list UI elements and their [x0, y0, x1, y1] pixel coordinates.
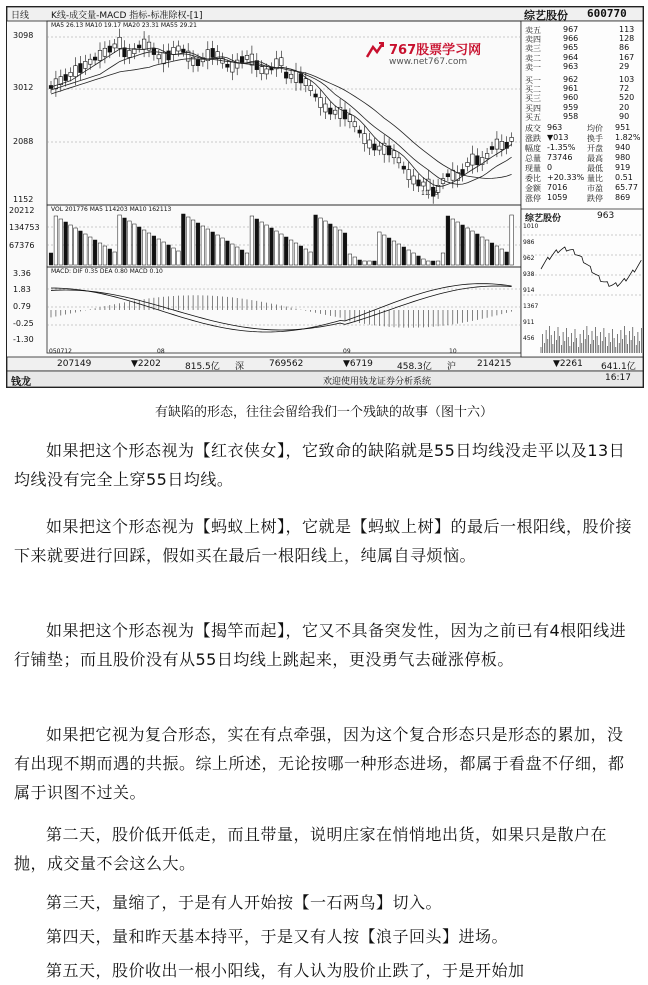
date-tick: 08 — [157, 348, 165, 355]
quote-stat-cell: -1.35% — [547, 143, 576, 152]
candle-body — [422, 182, 426, 186]
volume-bar — [177, 251, 181, 265]
volume-bar — [466, 228, 470, 265]
summary-value: 458.3亿 — [397, 362, 432, 372]
order-book-cell: 962 — [563, 75, 579, 84]
candle-body — [402, 166, 406, 169]
quote-stat-cell: +20.33% — [547, 173, 585, 182]
quote-stat-cell: 最高 — [587, 154, 603, 163]
volume-bar — [304, 249, 308, 265]
order-book-cell: 买一 — [525, 76, 541, 85]
quote-stat-cell: 980 — [615, 153, 631, 162]
order-book-cell: 20 — [619, 102, 630, 112]
candle-body — [177, 46, 181, 51]
summary-value: 815.5亿 — [185, 362, 220, 372]
candle-body — [373, 144, 377, 150]
volume-bar — [186, 217, 190, 265]
candle-body — [500, 141, 504, 149]
candle-body — [304, 79, 308, 86]
intraday-tick: 1010 — [523, 223, 539, 230]
volume-bar — [98, 243, 102, 265]
volume-bar — [84, 234, 88, 265]
candle-body — [476, 156, 480, 165]
paragraph: 如果把这个形态视为【揭竿而起】，它又不具备突发性，因为之前已有4根阳线进行铺垫；而且股价没有从55日均线上跳起来，更没勇气去碰涨停板。 — [14, 621, 627, 669]
order-book-cell: 卖一 — [525, 62, 541, 72]
volume-bar — [441, 253, 445, 265]
summary-value: 214215 — [477, 359, 512, 369]
candle-body — [118, 37, 122, 48]
volume-bar — [69, 225, 73, 265]
volume-bar — [260, 222, 264, 265]
quote-stat-cell: 1059 — [547, 193, 568, 202]
quote-stat-cell: 7016 — [547, 183, 568, 192]
volume-bar — [206, 229, 210, 265]
candle-body — [123, 48, 127, 57]
candle-body — [284, 72, 288, 78]
volume-bar — [378, 232, 382, 265]
volume-bar — [255, 219, 259, 265]
welcome-text: 欢迎使用钱龙证券分析系统 — [323, 377, 432, 387]
candle-body — [137, 45, 141, 48]
candle-body — [54, 79, 58, 89]
volume-bar — [211, 232, 215, 265]
candle-body — [309, 86, 313, 91]
candle-body — [363, 134, 367, 144]
macd-header: MACD: DIF 0.35 DEA 0.80 MACD 0.10 — [51, 268, 163, 275]
macd-tick: 1.83 — [13, 285, 31, 294]
volume-bar — [275, 231, 279, 265]
volume-header: VOL 201776 MA5 114203 MA10 162113 — [51, 206, 172, 213]
volume-bar — [397, 244, 401, 265]
app-name: 钱龙 — [11, 377, 31, 388]
volume-bar — [182, 214, 186, 265]
candle-body — [88, 59, 92, 64]
order-book-cell: 卖三 — [525, 44, 541, 54]
stock-name: 综艺股份 — [524, 9, 568, 22]
volume-bar — [133, 224, 137, 265]
order-book-cell: 958 — [563, 111, 579, 121]
volume-bar — [490, 243, 494, 265]
volume-bar — [196, 223, 200, 265]
quote-stat-cell: 量比 — [587, 174, 603, 183]
order-book-cell: 959 — [563, 102, 579, 112]
quote-stat-cell: 869 — [615, 193, 631, 202]
volume-bar — [240, 250, 244, 265]
moving-average-lines — [51, 48, 512, 187]
order-book-cell: 966 — [563, 34, 579, 44]
candle-body — [172, 47, 176, 54]
summary-value: 769562 — [269, 359, 304, 369]
volume-bar — [382, 235, 386, 265]
ma-legend: MA5 26.13 MA10 19.17 MA20 23.31 MA55 29.21 — [51, 22, 197, 29]
candle-body — [299, 74, 303, 83]
paragraph: 第三天，量缩了，于是有人开始按【一石两鸟】切入。 — [46, 893, 443, 912]
quote-stat-cell: 最低 — [587, 164, 603, 173]
volume-bar — [270, 228, 274, 265]
volume-bar — [329, 224, 333, 265]
volume-bar — [373, 261, 377, 265]
candle-body — [167, 51, 171, 60]
low-marker: 11.16 — [421, 190, 439, 197]
volume-bar — [54, 216, 58, 265]
candle-body — [466, 163, 470, 167]
quote-stat-cell: ▼013 — [547, 133, 569, 142]
candle-body — [368, 140, 372, 148]
macd-lines — [51, 284, 512, 332]
volume-bar — [510, 215, 514, 265]
volume-bar — [64, 222, 68, 265]
quote-stat-cell: 65.77 — [615, 183, 638, 192]
volume-bar — [324, 221, 328, 265]
logo-mark-icon — [367, 43, 383, 57]
volume-bar — [128, 221, 132, 265]
volume-bar — [113, 252, 117, 265]
intraday-tick: 911 — [523, 319, 535, 326]
volume-bar — [368, 261, 372, 265]
order-book-cell: 买三 — [525, 94, 541, 104]
summary-value: 641.1亿 — [601, 362, 636, 372]
volume-bar — [461, 225, 465, 265]
volume-bar — [431, 261, 435, 265]
volume-bar — [363, 261, 367, 265]
macd-panel — [47, 267, 521, 353]
quote-stat-cell: 金额 — [525, 184, 541, 193]
figure-caption: 有缺陷的形态，往往会留给我们一个残缺的故事（图十六） — [154, 405, 493, 420]
period-label: 日线 — [11, 11, 30, 21]
volume-bar — [500, 249, 504, 265]
candle-body — [240, 57, 244, 63]
candle-body — [93, 57, 97, 60]
order-book-cell: 90 — [619, 111, 630, 121]
candle-body — [348, 115, 352, 122]
volume-bar — [392, 241, 396, 265]
order-book-cell: 960 — [563, 93, 579, 103]
volume-bar — [358, 260, 362, 265]
volume-bar — [314, 215, 318, 265]
candle-body — [182, 49, 186, 52]
order-book-cell: 103 — [619, 75, 635, 84]
candle-body — [490, 147, 494, 150]
order-book-cell: 967 — [563, 25, 579, 34]
candle-body — [495, 139, 499, 149]
summary-bar — [7, 357, 643, 371]
candle-body — [113, 44, 117, 48]
candle-body — [353, 122, 357, 127]
quote-stat-cell: 市盈 — [587, 184, 603, 193]
candle-body — [79, 64, 83, 73]
site-url: www.net767.com — [389, 57, 468, 67]
order-book-cell: 961 — [563, 84, 579, 94]
volume-bar — [480, 237, 484, 265]
order-book-cell: 72 — [619, 84, 630, 94]
quote-stat-cell: 成交 — [525, 124, 541, 133]
summary-value: 207149 — [57, 359, 92, 369]
volume-bar — [123, 218, 127, 265]
candle-body — [226, 64, 230, 67]
candle-body — [64, 75, 68, 81]
order-book-cell: 113 — [619, 25, 635, 34]
macd-tick: -1.30 — [13, 335, 34, 344]
quote-stat-cell: 940 — [615, 143, 631, 152]
volume-bar — [280, 234, 284, 265]
intraday-title: 综艺股份 — [525, 214, 562, 224]
candle-body — [196, 60, 200, 66]
candle-body — [157, 55, 161, 59]
candle-body — [510, 137, 514, 141]
volume-tick: 20212 — [9, 206, 35, 215]
intraday-tick: 914 — [523, 287, 535, 294]
candle-body — [142, 39, 146, 49]
volume-bar — [221, 238, 225, 265]
volume-bar — [505, 252, 509, 265]
volume-bar — [245, 253, 249, 265]
volume-bar — [147, 233, 151, 265]
intraday-tick: 938 — [523, 271, 535, 278]
volume-bar — [201, 226, 205, 265]
candle-body — [392, 151, 396, 158]
volume-bar — [284, 237, 288, 265]
paragraph: 第五天，股价收出一根小阳线，有人认为股价止跌了，于是开始加 — [46, 961, 525, 980]
order-book-cell: 167 — [619, 52, 635, 62]
volume-bar — [79, 231, 83, 265]
quote-stat-cell: 涨停 — [525, 194, 541, 203]
quote-stat-cell: 963 — [547, 123, 563, 132]
volume-bar — [137, 227, 141, 265]
volume-bar — [412, 253, 416, 265]
paragraph: 第二天，股价低开低走，而且带量，说明庄家在悄悄地出货，如果只是散户在抛，成交量不会这么大。 — [14, 825, 608, 873]
volume-bar — [235, 247, 239, 265]
intraday-tick: 962 — [523, 255, 535, 262]
candle-body — [358, 130, 362, 133]
order-book-cell: 964 — [563, 52, 579, 62]
volume-bar — [451, 219, 455, 265]
volume-bar — [157, 239, 161, 265]
order-book-cell: 29 — [619, 61, 630, 71]
volume-bar — [142, 230, 146, 265]
candle-body — [446, 174, 450, 177]
candle-body — [128, 50, 132, 57]
volume-bar — [152, 236, 156, 265]
indicator-label: K线-成交量-MACD 指标-标准除权-[1] — [51, 11, 203, 21]
quote-stat-cell: 换手 — [587, 134, 603, 143]
quote-stat-cell: 0.51 — [615, 173, 633, 182]
candle-body — [265, 69, 269, 74]
quote-stat-cell: 跌停 — [587, 194, 603, 203]
quote-stat-cell: 总量 — [525, 154, 541, 163]
price-tick: 1152 — [13, 195, 34, 204]
candle-body — [84, 61, 88, 68]
order-book-cell: 买二 — [525, 85, 541, 95]
order-book-cell: 963 — [563, 61, 579, 71]
intraday-tick: 1367 — [523, 303, 539, 310]
quote-stat-cell: 73746 — [547, 153, 573, 162]
date-tick: 10 — [449, 348, 457, 355]
candle-body — [162, 53, 166, 64]
volume-bar — [226, 241, 230, 265]
volume-bar — [59, 219, 63, 265]
volume-bar — [103, 246, 107, 265]
volume-bar — [93, 240, 97, 265]
volume-bar — [108, 249, 112, 265]
candle-body — [235, 60, 239, 68]
summary-value: ▼6719 — [343, 359, 373, 369]
candle-body — [324, 104, 328, 112]
volume-bar — [456, 222, 460, 265]
intraday-price: 963 — [597, 211, 615, 221]
quote-stat-cell: 919 — [615, 163, 631, 172]
volume-tick: 67376 — [9, 241, 35, 250]
candle-body — [250, 54, 254, 65]
quote-stat-cell: 幅度 — [525, 144, 541, 153]
candle-body — [294, 71, 298, 82]
paragraph: 如果把它视为复合形态，实在有点牵强，因为这个复合形态只是形态的累加，没有出现不期而遇的共振。综上所述，无论按哪一种形态进场，都属于看盘不仔细，都属于识图不过关。 — [14, 725, 625, 802]
price-tick: 3012 — [13, 83, 34, 92]
order-book-cell: 卖五 — [525, 26, 541, 35]
candle-body — [319, 98, 323, 108]
volume-bar — [402, 247, 406, 265]
price-tick: 2088 — [13, 137, 34, 146]
volume-bar — [88, 237, 92, 265]
volume-bar — [216, 235, 220, 265]
date-tick: 09 — [343, 348, 351, 355]
order-book-cell: 卖四 — [525, 35, 541, 45]
order-book-cell: 520 — [619, 93, 635, 103]
order-book-cell: 买五 — [525, 112, 541, 122]
candle-body — [280, 58, 284, 66]
order-book-cell: 买四 — [525, 103, 541, 113]
volume-bar — [309, 252, 313, 265]
candle-body — [74, 66, 78, 77]
volume-bar — [417, 256, 421, 265]
candle-body — [245, 55, 249, 59]
order-book-cell: 卖二 — [525, 53, 541, 63]
volume-tick: 134753 — [9, 223, 40, 232]
candle-body — [211, 48, 215, 57]
summary-value: ▼2202 — [131, 359, 161, 369]
summary-value: 沪 — [447, 362, 457, 372]
candle-body — [314, 94, 318, 97]
quote-stat-cell: 0 — [547, 163, 553, 172]
volume-bar — [422, 259, 426, 265]
volume-bar — [343, 233, 347, 265]
summary-value: 深 — [235, 362, 245, 372]
volume-bar — [446, 216, 450, 265]
volume-bar — [436, 261, 440, 265]
candle-body — [412, 176, 416, 184]
volume-bar — [407, 250, 411, 265]
paragraph: 如果把这个形态视为【红衣侠女】，它致命的缺陷就是55日均线没走平以及13日均线没有完全上穿55日均线。 — [14, 441, 626, 489]
order-book-cell: 128 — [619, 34, 635, 44]
candle-body — [333, 110, 337, 114]
candle-body — [69, 72, 73, 76]
quote-stat-cell: 均价 — [587, 124, 603, 133]
candle-body — [378, 146, 382, 150]
candle-body — [485, 154, 489, 159]
volume-bar — [231, 244, 235, 265]
volume-bar — [118, 215, 122, 265]
candle-body — [289, 74, 293, 78]
volume-bars — [49, 214, 513, 265]
site-logo: 767股票学习网 — [389, 43, 482, 58]
volume-bar — [495, 246, 499, 265]
quote-stat-cell: 委比 — [525, 174, 541, 183]
intraday-tick: 986 — [523, 239, 535, 246]
volume-bar — [471, 231, 475, 265]
stock-code: 600770 — [587, 7, 627, 20]
quote-stat-cell: 951 — [615, 123, 631, 132]
macd-tick: 3.36 — [13, 269, 31, 278]
volume-bar — [333, 227, 337, 265]
volume-bar — [162, 242, 166, 265]
candle-body — [231, 62, 235, 72]
candle-body — [329, 108, 333, 114]
volume-bar — [338, 230, 342, 265]
candle-body — [417, 180, 421, 186]
volume-bar — [191, 220, 195, 265]
volume-bar — [172, 248, 176, 265]
clock: 16:17 — [605, 373, 631, 383]
candle-body — [397, 158, 401, 163]
intraday-tick: 456 — [523, 335, 535, 342]
quote-stat-cell: 1.82% — [615, 133, 641, 142]
candle-body — [451, 170, 455, 180]
candle-body — [407, 170, 411, 180]
candle-body — [103, 48, 107, 56]
paragraph: 第四天，量和昨天基本持平，于是又有人按【浪子回头】进场。 — [46, 927, 509, 946]
volume-bar — [476, 234, 480, 265]
volume-bar — [387, 238, 391, 265]
volume-bar — [353, 257, 357, 265]
quote-stat-cell: 涨跌 — [525, 134, 541, 143]
volume-bar — [485, 240, 489, 265]
volume-bar — [167, 245, 171, 265]
paragraph: 如果把这个形态视为【蚂蚁上树】，它就是【蚂蚁上树】的最后一根阳线，股价接下来就要进行回踩，假如买在最后一根阳线上，纯属自寻烦恼。 — [14, 517, 633, 565]
volume-bar — [294, 243, 298, 265]
volume-bar — [49, 253, 53, 265]
macd-tick: 0.79 — [13, 302, 31, 311]
volume-bar — [289, 240, 293, 265]
volume-bar — [250, 216, 254, 265]
candle-body — [260, 67, 264, 74]
volume-bar — [74, 228, 78, 265]
candle-body — [98, 50, 102, 60]
macd-tick: -0.25 — [13, 319, 34, 328]
volume-bar — [348, 254, 352, 265]
order-book-cell: 965 — [563, 43, 579, 53]
candle-body — [108, 46, 112, 52]
volume-bar — [265, 225, 269, 265]
volume-bar — [299, 246, 303, 265]
price-tick: 3098 — [13, 31, 34, 40]
order-book-cell: 86 — [619, 43, 630, 53]
volume-bar — [427, 261, 431, 265]
candle-body — [471, 154, 475, 165]
stock-chart-figure — [6, 6, 644, 388]
volume-bar — [319, 218, 323, 265]
date-tick: 050712 — [49, 348, 72, 355]
quote-stat-cell: 现量 — [525, 164, 541, 173]
quote-stat-cell: 开盘 — [587, 144, 603, 153]
summary-value: ▼2261 — [553, 359, 583, 369]
ma-line — [51, 59, 512, 179]
